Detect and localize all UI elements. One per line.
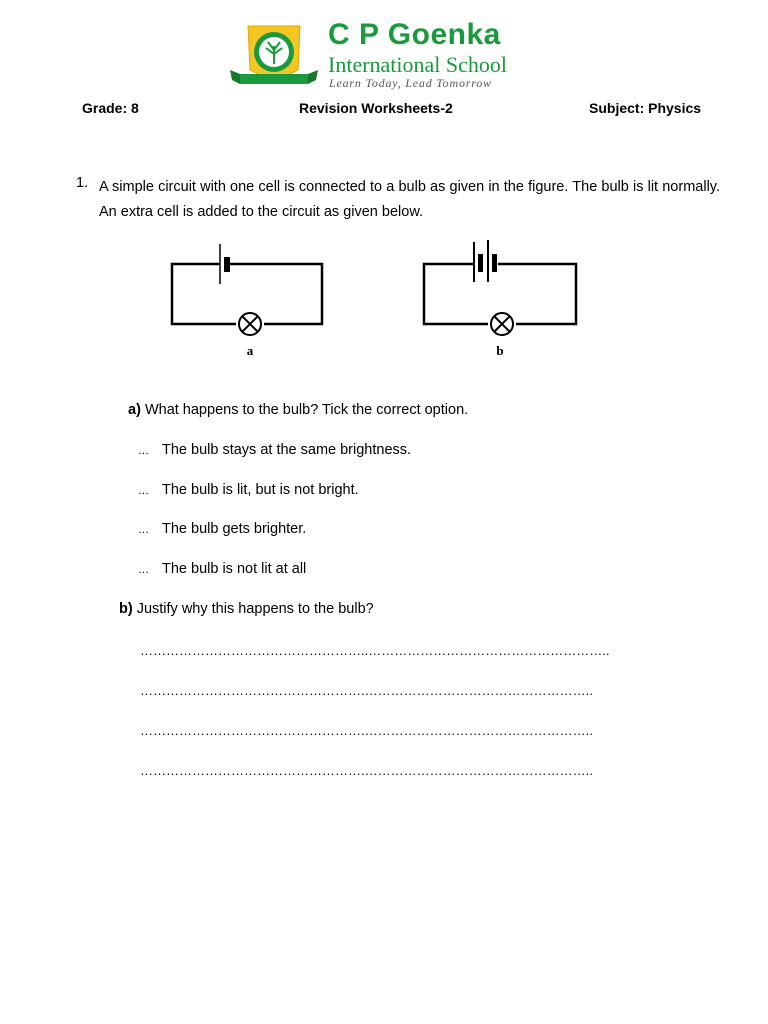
answer-line-1[interactable]: ……………………………………………..……………………………………………….. — [140, 643, 610, 658]
school-logo — [228, 18, 548, 90]
subject-label: Subject: Physics — [589, 100, 702, 116]
part-a-prompt — [128, 402, 468, 418]
option-text: The bulb gets brighter. — [162, 521, 307, 537]
school-name: C P Goenka — [328, 18, 501, 51]
circuit-diagram-a — [160, 238, 335, 363]
school-tagline: Learn Today, Lead Tomorrow — [329, 76, 492, 90]
option-same-brightness[interactable] — [138, 442, 411, 458]
answer-line-4[interactable]: …………………………………………….…………………………………………….. — [140, 763, 593, 778]
answer-line-2[interactable]: …………………………………………….…………………………………………….. — [140, 683, 593, 698]
tick-box-icon[interactable]: … — [138, 524, 149, 536]
school-emblem-icon — [228, 18, 320, 90]
option-text: The bulb stays at the same brightness. — [162, 442, 412, 458]
bulb-icon — [491, 313, 513, 335]
part-b-text: Justify why this happens to the bulb? — [136, 601, 374, 617]
part-b-label: b) — [119, 601, 133, 617]
school-subtitle: International School — [328, 52, 508, 77]
worksheet-title: Revision Worksheets-2 — [299, 100, 453, 116]
cell-negative-plate — [224, 257, 230, 272]
question-text: A simple circuit with one cell is connected to a bulb as given in the figure. The bulb is lit normally. An extra cell is added to the circuit as given below. — [99, 179, 720, 220]
question-number: 1. — [76, 175, 89, 191]
circuit-diagram-b — [412, 234, 587, 363]
option-gets-brighter[interactable] — [138, 521, 306, 537]
cell2-negative-plate — [492, 254, 497, 272]
tick-box-icon[interactable]: … — [138, 445, 149, 457]
figure-label-a: a — [246, 343, 254, 358]
tick-box-icon[interactable]: … — [138, 485, 149, 497]
part-b-prompt — [119, 601, 374, 617]
figure-label-b: b — [496, 343, 504, 358]
bulb-icon — [239, 313, 261, 335]
part-a-text: What happens to the bulb? Tick the correct option. — [144, 402, 469, 418]
cell1-negative-plate — [478, 254, 483, 272]
option-text: The bulb is lit, but is not bright. — [162, 482, 359, 498]
part-a-label: a) — [128, 402, 141, 418]
option-text: The bulb is not lit at all — [162, 561, 307, 577]
grade-label: Grade: 8 — [82, 100, 139, 116]
option-lit-not-bright[interactable] — [138, 482, 359, 498]
option-not-lit[interactable] — [138, 561, 306, 577]
answer-line-3[interactable]: …………………………………………….…………………………………………….. — [140, 723, 593, 738]
tick-box-icon[interactable]: … — [138, 564, 149, 576]
